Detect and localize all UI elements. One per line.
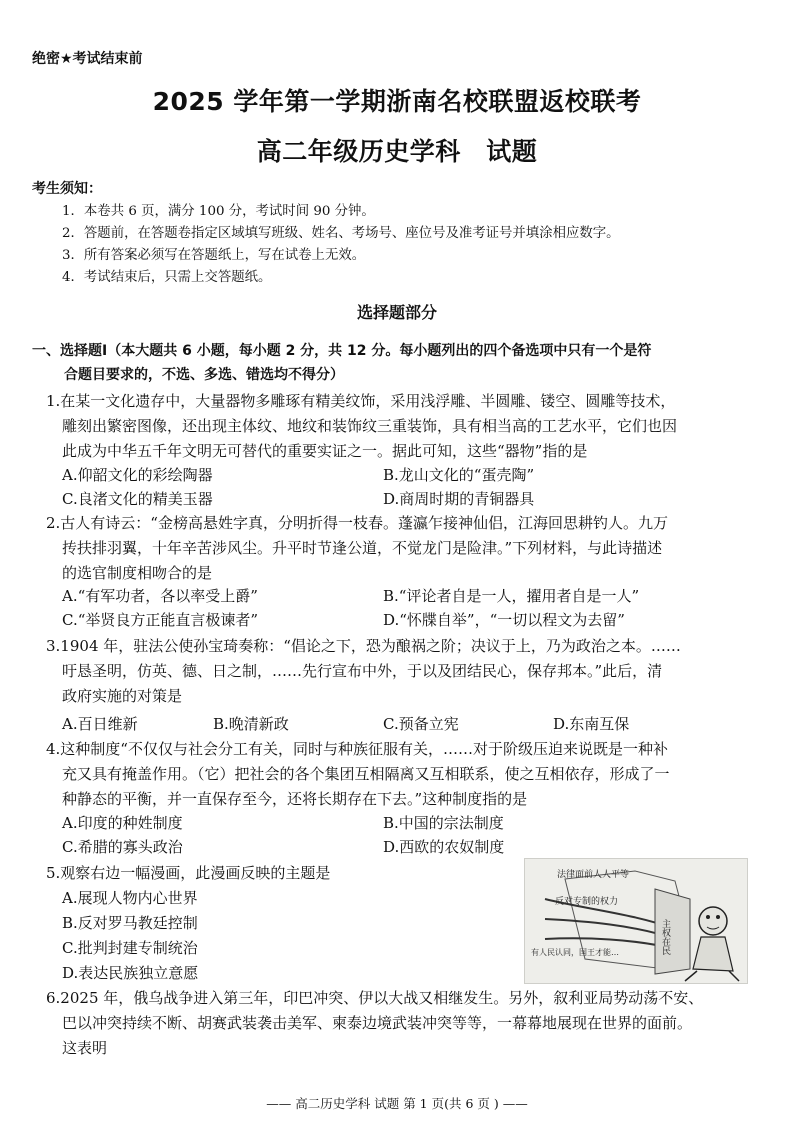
question-text: 的选官制度相吻合的是 xyxy=(62,564,213,582)
notice-item: 3．所有答案必须写在答题纸上，写在试卷上无效。 xyxy=(62,248,366,263)
page-footer: —— 高二历史学科 试题 第 1 页(共 6 页 ) —— xyxy=(266,1096,528,1111)
option-d: D.表达民族独立意愿 xyxy=(62,964,199,982)
cartoon-image xyxy=(524,858,748,984)
question-text: 巴以冲突持续不断、胡赛武装袭击美军、柬泰边境武装冲突等等，一幕幕地展现在世界的面前。 xyxy=(62,1014,693,1032)
question-text: 3.1904 年，驻法公使孙宝琦奏称：“倡论之下，恐为酿祸之阶；决议于上，乃为政治之本。…… xyxy=(46,637,681,655)
option-d: D.东南互保 xyxy=(553,715,630,733)
question-text: 5.观察右边一幅漫画，此漫画反映的主题是 xyxy=(46,864,331,882)
question-text: 此成为中华五千年文明无可替代的重要实证之一。据此可知，这些“器物”指的是 xyxy=(62,442,588,460)
option-a: A.“有军功者，各以率受上爵” xyxy=(62,587,258,605)
notice-heading: 考生须知： xyxy=(32,181,102,197)
option-c: C.预备立宪 xyxy=(383,715,459,733)
option-a: A.仰韶文化的彩绘陶器 xyxy=(62,466,213,484)
option-c: C.希腊的寡头政治 xyxy=(62,838,183,856)
question-text: 这表明 xyxy=(62,1039,108,1057)
exam-subtitle: 高二年级历史学科 试题 xyxy=(256,137,538,166)
question-text: 4.这种制度“不仅仅与社会分工有关，同时与种族征服有关，……对于阶级压迫来说既是一种补 xyxy=(46,740,668,758)
question-text: 2.古人有诗云：“金榜高悬姓字真，分明折得一枝春。蓬瀛乍接神仙侣，江海回思耕钓人。九万 xyxy=(46,514,668,532)
cartoon-drawing xyxy=(525,859,747,983)
option-c: C.“举贤良方正能直言极谏者” xyxy=(62,611,259,629)
exam-title: 2025 学年第一学期浙南名校联盟返校联考 xyxy=(152,87,642,116)
cartoon-label-top: 法律面前人人平等 xyxy=(557,870,630,880)
option-d: D.西欧的农奴制度 xyxy=(383,838,505,856)
question-text: 种静态的平衡，并一直保存至今，还将长期存在下去。”这种制度指的是 xyxy=(62,790,528,808)
question-text: 雕刻出繁密图像，还出现主体纹、地纹和装饰纹三重装饰，具有相当高的工艺水平，它们也因 xyxy=(62,417,678,435)
section-instruction: 合题目要求的，不选、多选、错选均不得分） xyxy=(64,367,344,383)
option-a: A.展现人物内心世界 xyxy=(62,889,198,907)
option-a: A.印度的种姓制度 xyxy=(62,814,183,832)
option-d: D.商周时期的青铜器具 xyxy=(383,490,535,508)
notice-item: 1．本卷共 6 页，满分 100 分，考试时间 90 分钟。 xyxy=(62,204,375,219)
cartoon-label-side: 主权在民 xyxy=(660,919,670,955)
option-a: A.百日维新 xyxy=(62,715,138,733)
option-b: B.中国的宗法制度 xyxy=(383,814,504,832)
section-title: 选择题部分 xyxy=(356,303,437,322)
notice-item: 4．考试结束后，只需上交答题纸。 xyxy=(62,270,272,285)
option-b: B.晚清新政 xyxy=(213,715,289,733)
question-text: 6.2025 年，俄乌战争进入第三年，印巴冲突、伊以大战又相继发生。另外，叙利亚局势动荡不安、 xyxy=(46,989,704,1007)
option-c: C.批判封建专制统治 xyxy=(62,939,198,957)
section-instruction: 一、选择题Ⅰ（本大题共 6 小题，每小题 2 分，共 12 分。每小题列出的四个备选项中只有一个是符 xyxy=(32,343,652,359)
question-text: 1.在某一文化遗存中，大量器物多雕琢有精美纹饰，采用浅浮雕、半圆雕、镂空、圆雕等技术， xyxy=(46,392,676,410)
notice-item: 2．答题前，在答题卷指定区域填写班级、姓名、考场号、座位号及准考证号并填涂相应数字。 xyxy=(62,226,620,241)
question-text: 抟扶排羽翼，十年辛苦涉风尘。升平时节逢公道，不觉龙门是险津。”下列材料，与此诗描述 xyxy=(62,539,663,557)
option-b: B.反对罗马教廷控制 xyxy=(62,914,198,932)
cartoon-label-bottom: 有人民认同，国王才能… xyxy=(531,948,619,957)
question-text: 充又具有掩盖作用。（它）把社会的各个集团互相隔离又互相联系，使之互相依存，形成了一 xyxy=(62,765,670,783)
option-d: D.“怀牒自举”，“一切以程文为去留” xyxy=(383,611,625,629)
option-c: C.良渚文化的精美玉器 xyxy=(62,490,213,508)
cartoon-label-mid: 反对专制的权力 xyxy=(555,897,619,907)
question-text: 政府实施的对策是 xyxy=(62,687,183,705)
option-b: B.龙山文化的“蛋壳陶” xyxy=(383,466,535,484)
option-b: B.“评论者自是一人，擢用者自是一人” xyxy=(383,587,640,605)
question-text: 吁恳圣明，仿英、德、日之制，……先行宣布中外，于以及团结民心，保存邦本。”此后，清 xyxy=(62,662,663,680)
confidential-mark: 绝密★考试结束前 xyxy=(32,51,143,67)
